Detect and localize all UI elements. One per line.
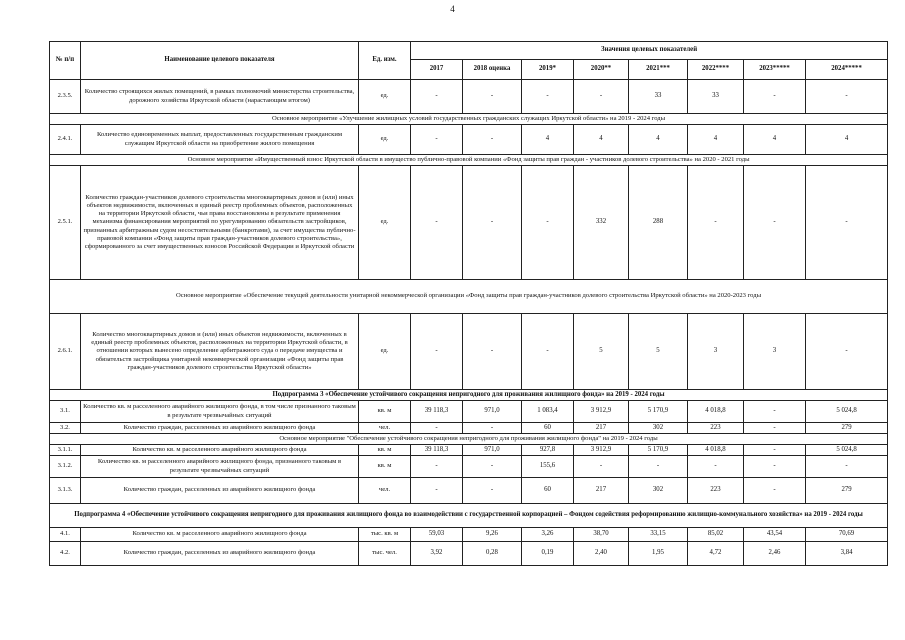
value-cell: 4 [522,125,574,155]
value-cell: 217 [574,478,629,504]
value-cell: 971,0 [463,445,522,456]
value-cell: - [411,478,463,504]
value-cell: - [411,423,463,434]
value-cell: 38,70 [574,528,629,542]
target-indicators-table [49,41,888,566]
indicator-name: Количество кв. м расселенного аварийного жилищного фонда, признанного таковым в результате чрезвычайных ситуаций [81,456,359,478]
value-cell: 927,8 [522,445,574,456]
value-cell: 85,02 [688,528,744,542]
indicator-name: Количество граждан, расселенных из аварийного жилищного фонда [81,478,359,504]
header-year: 2023***** [744,60,806,80]
value-cell: - [744,80,806,114]
unit-cell: кв. м [359,445,411,456]
indicator-name: Количество единовременных выплат, предоставленных государственным гражданским служащим Иркутской области на приобретение жилого помещения [81,125,359,155]
unit-cell: кв. м [359,456,411,478]
value-cell: 302 [629,423,688,434]
header-year: 2018 оценка [463,60,522,80]
value-cell: - [463,125,522,155]
value-cell: 60 [522,478,574,504]
indicator-name: Количество многоквартирных домов и (или) иных объектов недвижимости, включенных в единый реестр проблемных объектов, расположенных на территории Иркутской области, в отношении которых вынесено определение арбитражного суда о передаче имущества и обязательств застройщика унитарной некоммерческой организации «Фонд защиты прав граждан-участников долевого строительства Иркутской области» [81,314,359,390]
value-cell: 1 083,4 [522,401,574,423]
value-cell: 3,92 [411,542,463,566]
value-cell: 2,46 [744,542,806,566]
value-cell: 33 [629,80,688,114]
header-year: 2017 [411,60,463,80]
value-cell: - [574,80,629,114]
value-cell: 1,95 [629,542,688,566]
unit-cell: чел. [359,478,411,504]
value-cell: - [806,80,888,114]
value-cell: - [411,166,463,280]
indicator-name: Количество граждан-участников долевого строительства многоквартирных домов и (или) иных объектов недвижимости, включенных в единый реестр проблемных объектов, расположенных на территории Иркутской области, чьи права восстановлены в результате применения механизма финансирования мероприятий по урегулированию обязательств застройщиков, признанных арбитражным судом несостоятельными (банкротами), за счет имущества публично-правовой компании «Фонд защиты прав граждан-участников долевого строительства», сформированного за счет имущественных взносов Российской Федерации и Иркутской области [81,166,359,280]
value-cell: - [744,445,806,456]
value-cell: 288 [629,166,688,280]
table-row [50,542,888,566]
row-number: 3.2. [50,423,81,434]
header-num: № п/п [50,42,81,80]
value-cell: - [744,456,806,478]
section-row [50,434,888,445]
table-row [50,423,888,434]
value-cell: - [522,166,574,280]
section-title: Основное мероприятие «Имущественный взнос Иркутской области в имущество публично-правовой компании «Фонд защиты прав граждан - участников долевого строительства» на 2020 - 2021 годы [50,155,888,166]
value-cell: 4 018,8 [688,445,744,456]
section-row [50,155,888,166]
indicator-name: Количество граждан, расселенных из аварийного жилищного фонда [81,423,359,434]
value-cell: 4 [574,125,629,155]
value-cell: 5 024,8 [806,445,888,456]
value-cell: 279 [806,423,888,434]
page-number: 4 [450,4,455,14]
unit-cell: ед. [359,166,411,280]
value-cell: 4,72 [688,542,744,566]
value-cell: - [411,125,463,155]
value-cell: - [463,478,522,504]
header-year: 2022**** [688,60,744,80]
row-number: 2.5.1. [50,166,81,280]
value-cell: - [463,80,522,114]
value-cell: - [522,314,574,390]
value-cell: 4 018,8 [688,401,744,423]
value-cell: 2,40 [574,542,629,566]
unit-cell: ед. [359,80,411,114]
table-row [50,166,888,280]
section-row [50,280,888,314]
row-number: 3.1.1. [50,445,81,456]
value-cell: - [744,401,806,423]
value-cell: 43,54 [744,528,806,542]
value-cell: 5 170,9 [629,401,688,423]
subprogram-title: Подпрограмма 3 «Обеспечение устойчивого сокращения непригодного для проживания жилищного фонда» на 2019 - 2024 годы [50,390,888,401]
header-year: 2021*** [629,60,688,80]
section-title: Основное мероприятие "Обеспечение устойчивого сокращения непригодного для проживания жилищного фонда" на 2019 - 2024 годы [50,434,888,445]
value-cell: 33,15 [629,528,688,542]
table-row [50,478,888,504]
value-cell: - [463,423,522,434]
subprogram-title: Подпрограмма 4 «Обеспечение устойчивого сокращения непригодного для проживания жилищного фонда во взаимодействии с государственной корпорацией – Фондом содействия реформированию жилищно-коммунального хозяйства» на 2019 - 2024 годы [50,504,888,528]
value-cell: 217 [574,423,629,434]
row-number: 2.4.1. [50,125,81,155]
table-row [50,528,888,542]
value-cell: - [806,456,888,478]
table-row [50,80,888,114]
value-cell: 279 [806,478,888,504]
value-cell: 3 [744,314,806,390]
section-row [50,114,888,125]
value-cell: - [463,456,522,478]
unit-cell: кв. м [359,401,411,423]
value-cell: 0,28 [463,542,522,566]
unit-cell: чел. [359,423,411,434]
value-cell: 223 [688,423,744,434]
table-body [50,80,888,566]
unit-cell: ед. [359,125,411,155]
row-number: 2.3.5. [50,80,81,114]
unit-cell: ед. [359,314,411,390]
subprogram-row [50,504,888,528]
value-cell: 9,26 [463,528,522,542]
table-row [50,401,888,423]
value-cell: 5 [574,314,629,390]
value-cell: 5 [629,314,688,390]
value-cell: 5 170,9 [629,445,688,456]
value-cell: - [806,314,888,390]
value-cell: 39 118,3 [411,445,463,456]
section-title: Основное мероприятие «Улучшение жилищных условий государственных гражданских служащих Иркутской области» на 2019 - 2024 годы [50,114,888,125]
value-cell: 4 [744,125,806,155]
section-title: Основное мероприятие «Обеспечение текущей деятельности унитарной некоммерческой организации «Фонд защиты прав граждан-участников долевого строительства Иркутской области» на 2020-2023 годы [50,280,888,314]
value-cell: - [411,314,463,390]
row-number: 2.6.1. [50,314,81,390]
value-cell: - [688,456,744,478]
value-cell: - [463,166,522,280]
subprogram-row [50,390,888,401]
header-year: 2020** [574,60,629,80]
header-unit: Ед. изм. [359,42,411,80]
value-cell: - [744,478,806,504]
value-cell: - [411,80,463,114]
value-cell: 332 [574,166,629,280]
row-number: 3.1.2. [50,456,81,478]
value-cell: 4 [688,125,744,155]
value-cell: 0,19 [522,542,574,566]
value-cell: - [744,166,806,280]
indicator-name: Количество кв. м расселенного аварийного жилищного фонда, в том числе признанного таковым в результате чрезвычайных ситуаций [81,401,359,423]
value-cell: - [411,456,463,478]
table-row [50,456,888,478]
indicator-name: Количество кв. м расселенного аварийного жилищного фонда [81,445,359,456]
row-number: 3.1. [50,401,81,423]
row-number: 4.2. [50,542,81,566]
value-cell: 60 [522,423,574,434]
value-cell: 5 024,8 [806,401,888,423]
value-cell: 39 118,3 [411,401,463,423]
table-row [50,125,888,155]
indicator-name: Количество строящихся жилых помещений, в рамках полномочий министерства строительства, дорожного хозяйства Иркутской области (нарастающим итогом) [81,80,359,114]
value-cell: 70,69 [806,528,888,542]
value-cell: 3 912,9 [574,445,629,456]
indicator-name: Количество кв. м расселенного аварийного жилищного фонда [81,528,359,542]
header-year: 2019* [522,60,574,80]
value-cell: 3,26 [522,528,574,542]
value-cell: - [574,456,629,478]
value-cell: 223 [688,478,744,504]
header-name: Наименование целевого показателя [81,42,359,80]
value-cell: 971,0 [463,401,522,423]
value-cell: 302 [629,478,688,504]
header-values-group: Значения целевых показателей [411,42,888,60]
table-row [50,445,888,456]
value-cell: - [522,80,574,114]
value-cell: 3 912,9 [574,401,629,423]
table-row [50,314,888,390]
value-cell: 4 [629,125,688,155]
value-cell: - [463,314,522,390]
value-cell: 33 [688,80,744,114]
value-cell: - [806,166,888,280]
indicator-name: Количество граждан, расселенных из аварийного жилищного фонда [81,542,359,566]
value-cell: 4 [806,125,888,155]
row-number: 3.1.3. [50,478,81,504]
value-cell: - [744,423,806,434]
value-cell: 3,84 [806,542,888,566]
value-cell: 3 [688,314,744,390]
value-cell: 59,03 [411,528,463,542]
row-number: 4.1. [50,528,81,542]
unit-cell: тыс. кв. м [359,528,411,542]
value-cell: - [688,166,744,280]
unit-cell: тыс. чел. [359,542,411,566]
header-year: 2024***** [806,60,888,80]
value-cell: 155,6 [522,456,574,478]
value-cell: - [629,456,688,478]
